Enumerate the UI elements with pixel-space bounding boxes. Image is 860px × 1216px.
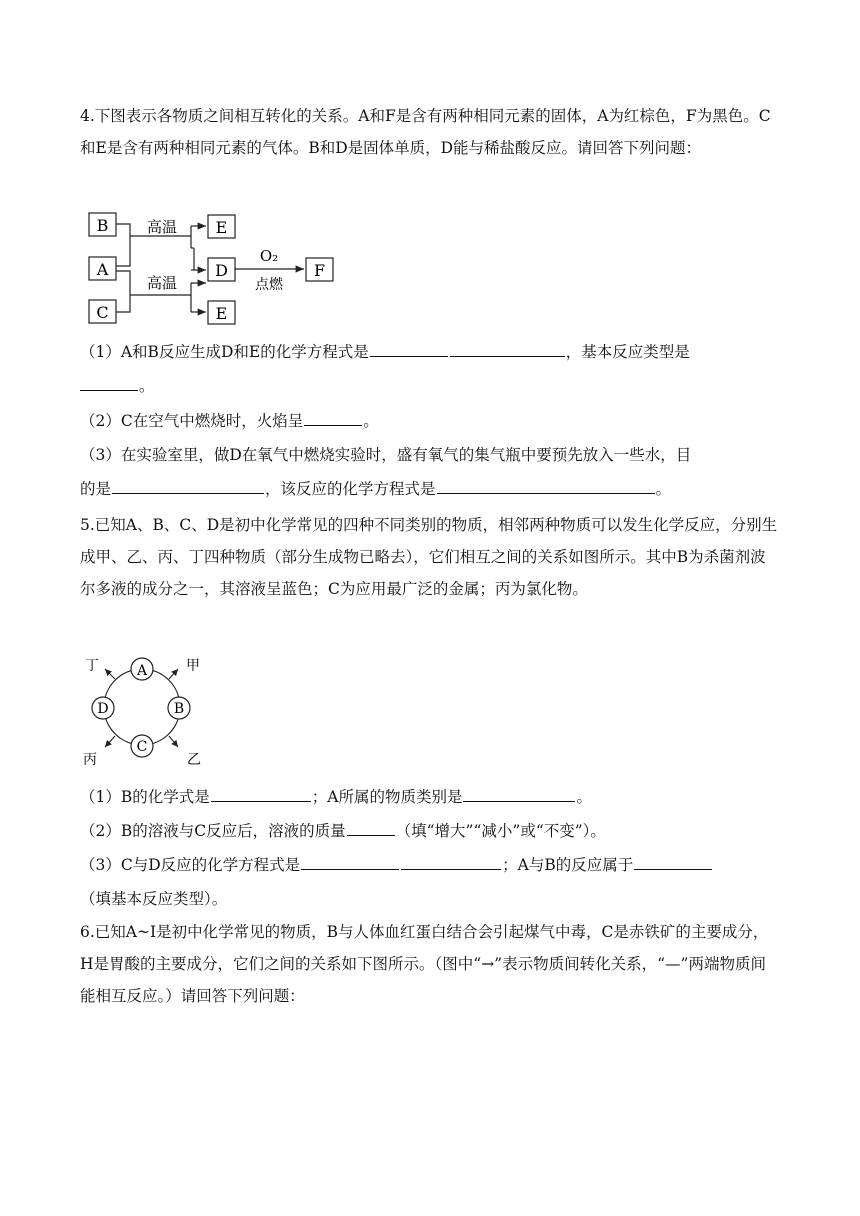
q4-sub3-cont: 的是 ，该反应的化学方程式是 。 — [80, 477, 671, 501]
answer-blank[interactable] — [450, 340, 565, 357]
q5-sub3-cont: （填基本反应类型）。 — [80, 890, 228, 908]
answer-blank[interactable] — [370, 340, 448, 357]
answer-blank[interactable] — [304, 409, 362, 426]
q4-reaction-diagram — [86, 208, 346, 330]
answer-blank[interactable] — [112, 477, 264, 494]
q4-intro: 4.下图表示各物质之间相互转化的关系。A和F是含有两种相同元素的固体，A为红棕色，F为黑色。C和E是含有两种相同元素的气体。B和D是固体单质，D能与稀盐酸反应。请回答下列问题： — [80, 107, 771, 157]
label-o2: O₂ — [259, 247, 279, 265]
product-bing: 丙 — [83, 752, 97, 768]
node-b: B — [173, 701, 185, 717]
q4-sub2: （2）C在空气中燃烧时，火焰呈 。 — [80, 409, 379, 433]
box-e-bottom: E — [215, 304, 228, 323]
q5-sub3: （3）C与D反应的化学方程式是 ；A与B的反应属于 — [80, 853, 713, 877]
answer-blank[interactable] — [80, 374, 138, 391]
q5-cycle-diagram — [80, 652, 220, 772]
answer-blank[interactable] — [211, 785, 311, 802]
node-a: A — [136, 663, 148, 679]
answer-blank[interactable] — [401, 853, 501, 870]
answer-blank[interactable] — [437, 477, 655, 494]
product-ding: 丁 — [85, 658, 99, 674]
q4-sub3: （3）在实验室里，做D在氧气中燃烧实验时，盛有氧气的集气瓶中要预先放入一些水，目 — [80, 446, 692, 464]
product-jia: 甲 — [186, 658, 200, 674]
answer-blank[interactable] — [347, 819, 395, 836]
q5-sub1: （1）B的化学式是 ；A所属的物质类别是 。 — [80, 785, 592, 809]
q4-sub1-cont: 。 — [80, 374, 155, 398]
q5-intro: 5.已知A、B、C、D是初中化学常见的四种不同类别的物质，相邻两种物质可以发生化学反应，分别生成甲、乙、丙、丁四种物质（部分生成物已略去），它们相互之间的关系如图所示。其中B为杀菌剂波尔多液的成分之一，其溶液呈蓝色；C为应用最广泛的金属；丙为氯化物。 — [80, 516, 778, 598]
label-high-temp-top: 高温 — [146, 218, 178, 236]
box-b: B — [96, 216, 109, 235]
q4-sub1: （1）A和B反应生成D和E的化学方程式是 ，基本反应类型是 — [80, 340, 690, 364]
answer-blank[interactable] — [301, 853, 399, 870]
q5-sub2: （2）B的溶液与C反应后，溶液的质量 （填“增大”“减小”或“不变”）。 — [80, 819, 606, 843]
product-yi: 乙 — [187, 752, 201, 768]
node-c: C — [136, 739, 148, 755]
label-high-temp-bottom: 高温 — [146, 274, 178, 292]
box-a: A — [96, 260, 109, 279]
box-c: C — [96, 303, 109, 322]
answer-blank[interactable] — [463, 785, 575, 802]
node-d: D — [97, 701, 109, 717]
box-e-top: E — [215, 218, 228, 237]
answer-blank[interactable] — [634, 853, 712, 870]
box-f: F — [313, 261, 326, 280]
q6-intro: 6.已知A~I是初中化学常见的物质，B与人体血红蛋白结合会引起煤气中毒，C是赤铁矿的主要成分，H是胃酸的主要成分，它们之间的关系如下图所示。（图中“→”表示物质间转化关系，“—”两端物质间能相互反应。）请回答下列问题： — [80, 923, 769, 1005]
label-ignite: 点燃 — [255, 277, 283, 293]
box-d: D — [215, 261, 228, 280]
